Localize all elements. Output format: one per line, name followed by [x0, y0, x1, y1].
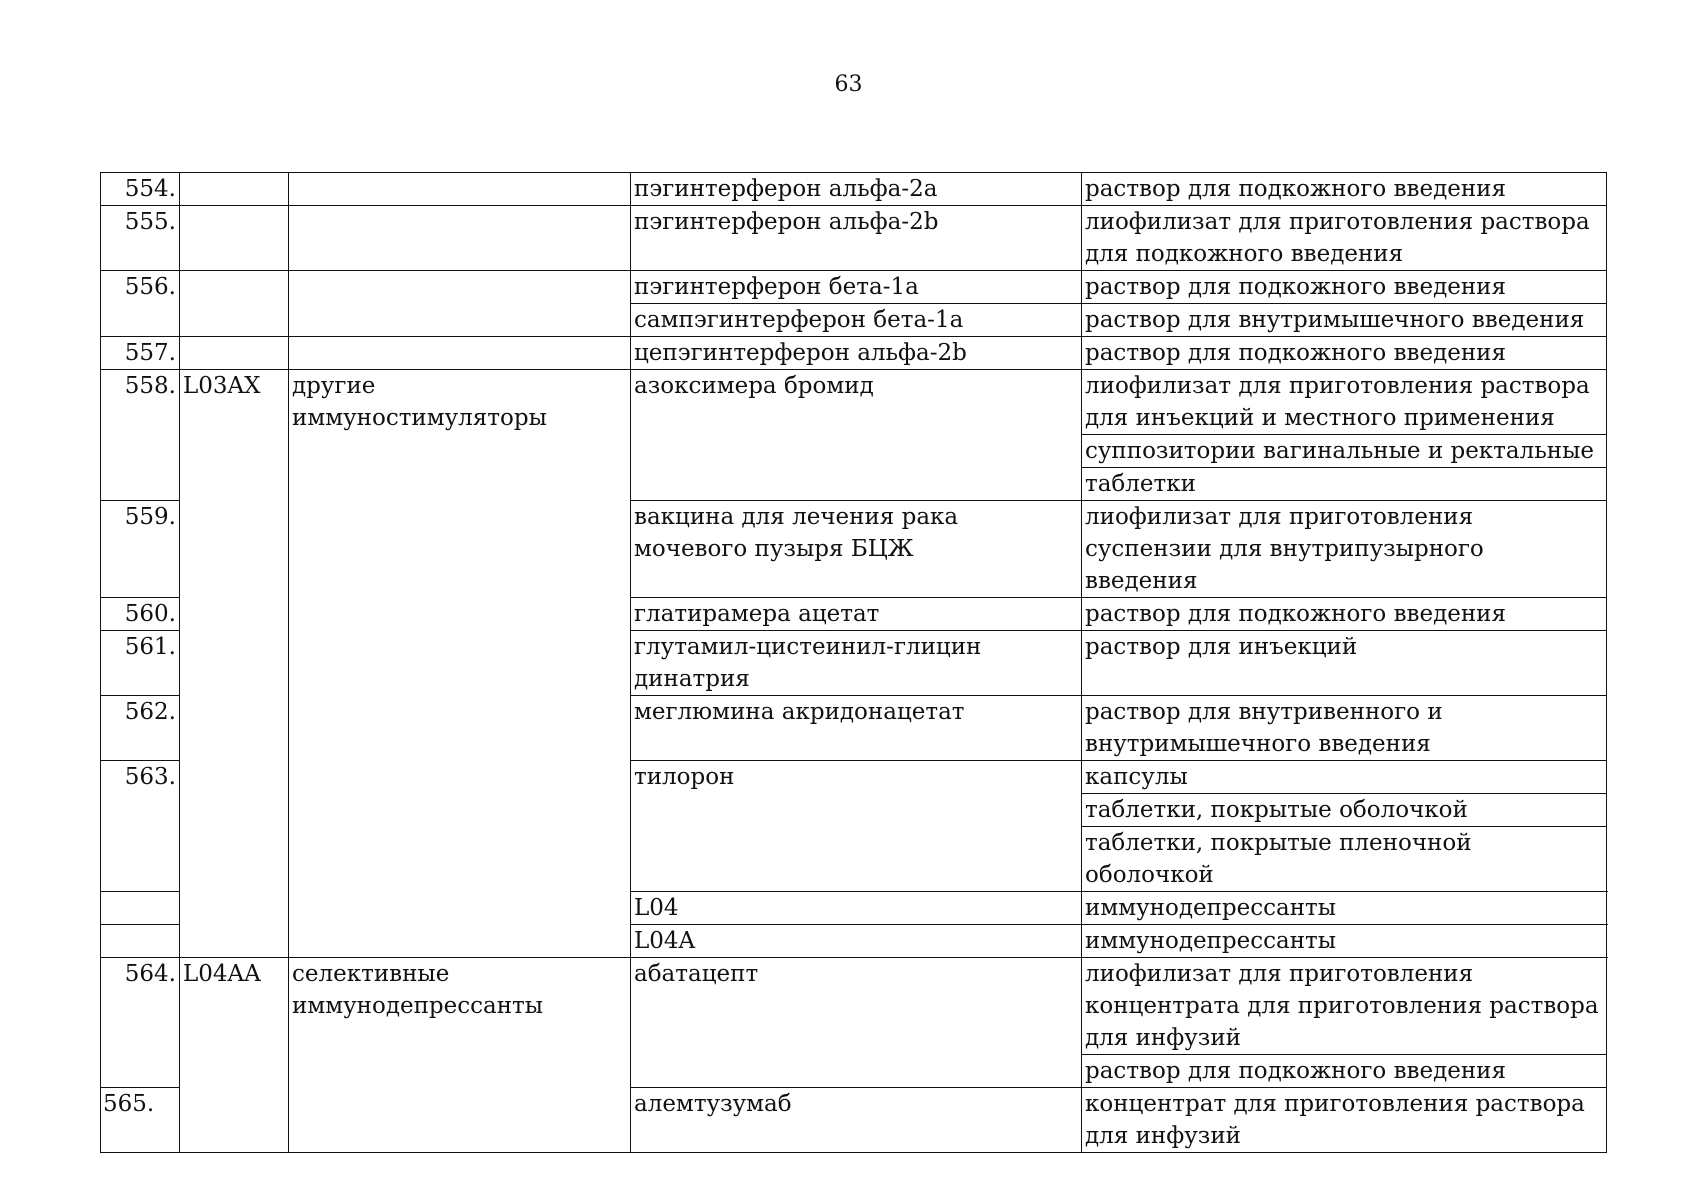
row-number: 558.	[101, 370, 180, 501]
table-row	[101, 173, 1607, 206]
row-number: 557.	[101, 337, 180, 370]
row-number: 560.	[101, 598, 180, 631]
row-number: 559.	[101, 501, 180, 598]
dosage-form: раствор для подкожного введения	[1082, 173, 1607, 206]
atc-group: иммунодепрессанты	[1082, 892, 1607, 925]
atc-code	[180, 206, 289, 271]
atc-code: L04A	[631, 925, 1082, 958]
drug-name: сампэгинтерферон бета-1a	[631, 304, 1082, 337]
dosage-form: раствор для внутримышечного введения	[1082, 304, 1607, 337]
drug-name: вакцина для лечения рака мочевого пузыря БЦЖ	[631, 501, 1082, 598]
drug-name: цепэгинтерферон альфа-2b	[631, 337, 1082, 370]
atc-group: другие иммуностимуляторы	[289, 370, 631, 958]
atc-code: L04AA	[180, 958, 289, 1153]
table-row	[101, 337, 1607, 370]
table-row	[101, 370, 1607, 435]
dosage-form: таблетки, покрытые пленочной оболочкой	[1082, 827, 1607, 892]
dosage-form: раствор для подкожного введения	[1082, 271, 1607, 304]
row-number: 562.	[101, 696, 180, 761]
table-row	[101, 958, 1607, 1055]
dosage-form: таблетки, покрытые оболочкой	[1082, 794, 1607, 827]
dosage-form: лиофилизат для приготовления раствора для инъекций и местного применения	[1082, 370, 1607, 435]
drug-name: пэгинтерферон альфа-2b	[631, 206, 1082, 271]
atc-code: L03AX	[180, 370, 289, 958]
drug-name: абатацепт	[631, 958, 1082, 1088]
atc-code	[180, 271, 289, 337]
atc-code	[180, 337, 289, 370]
atc-group	[289, 173, 631, 206]
row-number	[101, 892, 180, 925]
dosage-form: суппозитории вагинальные и ректальные	[1082, 435, 1607, 468]
drug-name: пэгинтерферон альфа-2a	[631, 173, 1082, 206]
dosage-form: таблетки	[1082, 468, 1607, 501]
dosage-form: раствор для внутривенного и внутримышечного введения	[1082, 696, 1607, 761]
atc-group: селективные иммунодепрессанты	[289, 958, 631, 1153]
drug-name: азоксимера бромид	[631, 370, 1082, 501]
dosage-form: концентрат для приготовления раствора для инфузий	[1082, 1088, 1607, 1153]
row-number: 565.	[101, 1088, 180, 1153]
dosage-form: лиофилизат для приготовления суспензии для внутрипузырного введения	[1082, 501, 1607, 598]
row-number: 564.	[101, 958, 180, 1088]
table-row	[101, 271, 1607, 304]
page-number: 63	[834, 72, 863, 97]
table-row	[101, 206, 1607, 271]
drug-name: алемтузумаб	[631, 1088, 1082, 1153]
atc-group	[289, 206, 631, 271]
dosage-form: капсулы	[1082, 761, 1607, 794]
drug-name: меглюмина акридонацетат	[631, 696, 1082, 761]
drug-name: тилорон	[631, 761, 1082, 892]
atc-group	[289, 337, 631, 370]
dosage-form: раствор для подкожного введения	[1082, 337, 1607, 370]
row-number: 555.	[101, 206, 180, 271]
dosage-form: лиофилизат для приготовления концентрата для приготовления раствора для инфузий	[1082, 958, 1607, 1055]
drug-name: пэгинтерферон бета-1a	[631, 271, 1082, 304]
dosage-form: раствор для подкожного введения	[1082, 598, 1607, 631]
atc-group	[289, 271, 631, 337]
row-number: 554.	[101, 173, 180, 206]
atc-group: иммунодепрессанты	[1082, 925, 1607, 958]
medicines-table	[100, 172, 1607, 1153]
row-number	[101, 925, 180, 958]
drug-name: глатирамера ацетат	[631, 598, 1082, 631]
row-number: 563.	[101, 761, 180, 892]
atc-code: L04	[631, 892, 1082, 925]
dosage-form: лиофилизат для приготовления раствора для подкожного введения	[1082, 206, 1607, 271]
dosage-form: раствор для инъекций	[1082, 631, 1607, 696]
drug-name: глутамил-цистеинил-глицин динатрия	[631, 631, 1082, 696]
dosage-form: раствор для подкожного введения	[1082, 1055, 1607, 1088]
atc-code	[180, 173, 289, 206]
row-number: 561.	[101, 631, 180, 696]
row-number: 556.	[101, 271, 180, 337]
